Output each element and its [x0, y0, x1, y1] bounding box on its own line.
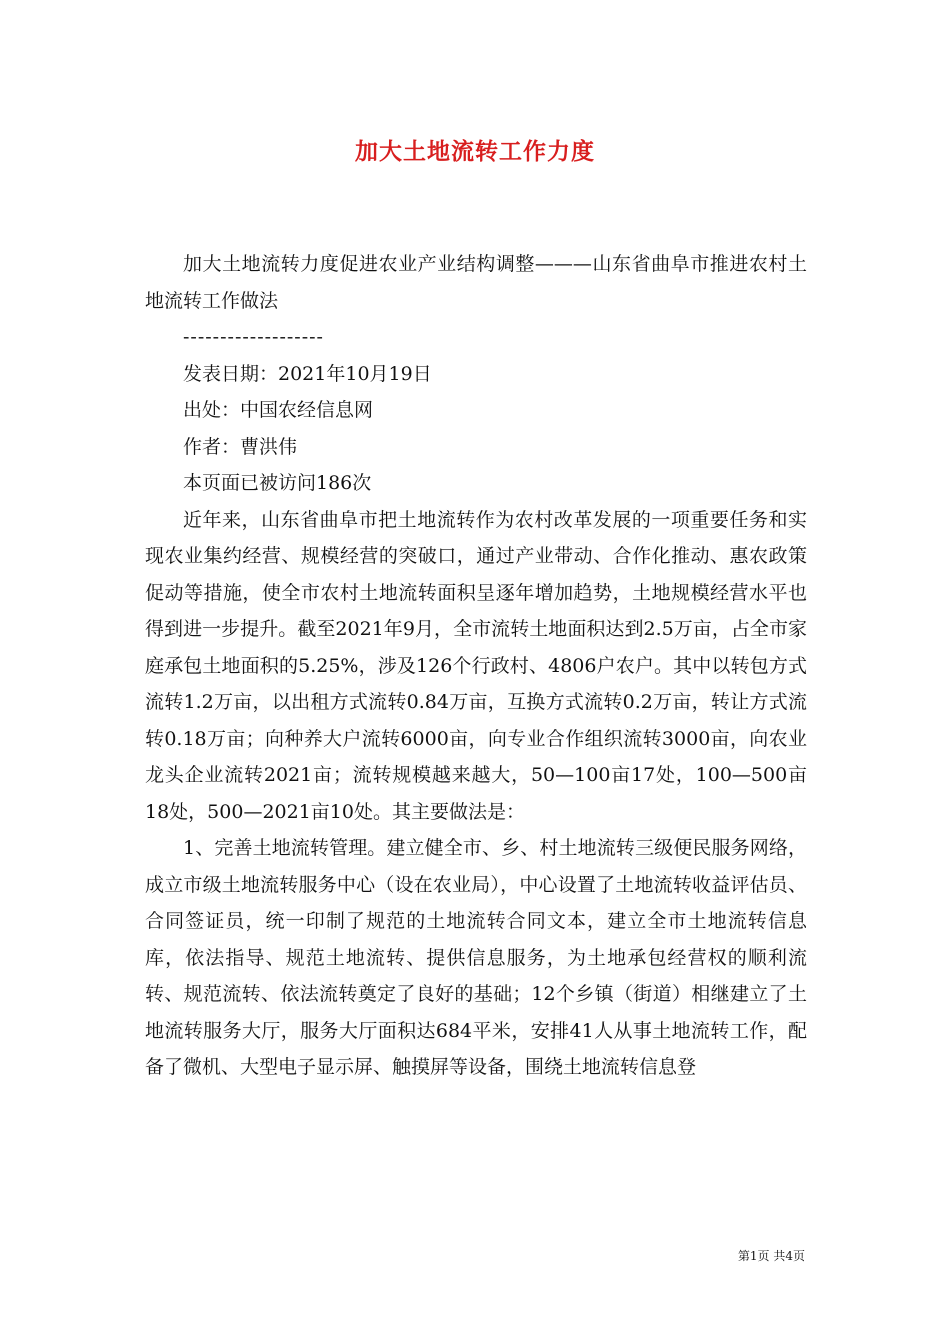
source-line: 出处：中国农经信息网 — [183, 399, 374, 421]
subtitle: 加大土地流转力度促进农业产业结构调整———山东省曲阜市推进农村土地流转工作做法 — [145, 253, 807, 312]
document-body — [145, 246, 807, 1086]
separator-line: ------------------- — [183, 326, 324, 348]
body-paragraph-intro: 近年来，山东省曲阜市把土地流转作为农村改革发展的一项重要任务和实现农业集约经营、规模经营的突破口，通过产业带动、合作化推动、惠农政策促动等措施，使全市农村土地流转面积呈逐年增加趋势，土地规模经营水平也得到进一步提升。截至2021年9月，全市流转土地面积达到2.5万亩，占全市家庭承包土地面积的5.25%，涉及126个行政村、4806户农户。其中以转包方式流转1.2万亩，以出租方式流转0.84万亩，互换方式流转0.2万亩，转让方式流转0.18万亩；向种养大户流转6000亩，向专业合作组织流转3000亩，向农业龙头企业流转2021亩；流转规模越来越大，50—100亩17处，100—500亩18处，500—2021亩10处。其主要做法是： — [145, 508, 807, 823]
document-title: 加大土地流转工作力度 — [355, 138, 595, 165]
author-line: 作者：曹洪伟 — [183, 435, 298, 458]
page-number: 第1页 共4页 — [737, 1249, 805, 1263]
body-paragraph-1: 1、完善土地流转管理。建立健全市、乡、村土地流转三级便民服务网络，成立市级土地流转服务中心（设在农业局），中心设置了土地流转收益评估员、合同签证员，统一印制了规范的土地流转合同文本，建立全市土地流转信息库，依法指导、规范土地流转、提供信息服务，为土地承包经营权的顺利流转、规范流转、依法流转奠定了良好的基础；12个乡镇（街道）相继建立了土地流转服务大厅，服务大厅面积达684平米，安排41人从事土地流转工作，配备了微机、大型电子显示屏、触摸屏等设备，围绕土地流转信息登 — [145, 837, 807, 1078]
visit-count: 本页面已被访问186次 — [183, 472, 372, 494]
publish-date: 发表日期：2021年10月19日 — [183, 362, 432, 385]
